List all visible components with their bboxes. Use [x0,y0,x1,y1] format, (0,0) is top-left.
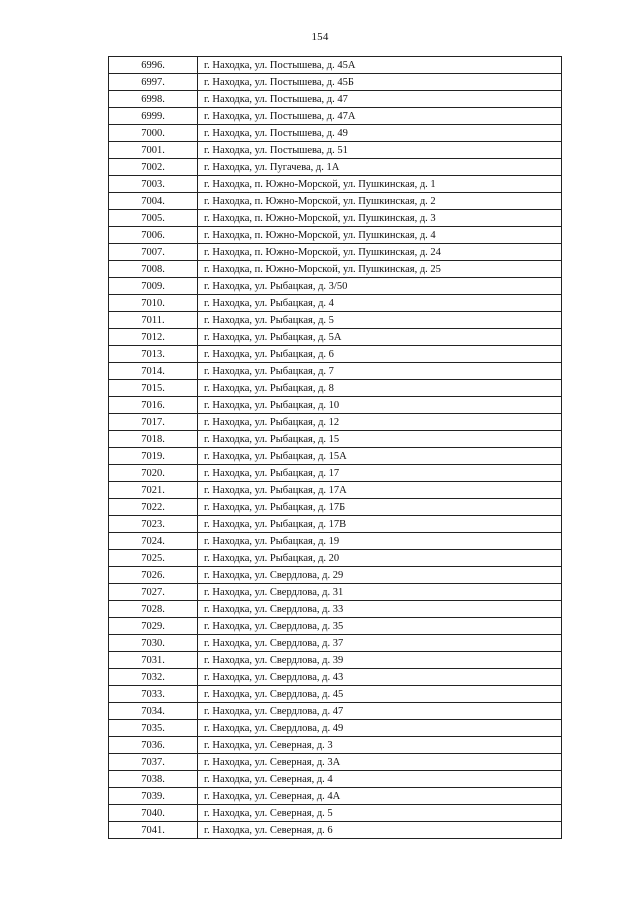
row-address: г. Находка, ул. Рыбацкая, д. 17А [198,482,562,499]
row-address: г. Находка, ул. Рыбацкая, д. 6 [198,346,562,363]
row-number: 6996. [109,57,198,74]
row-number: 7002. [109,159,198,176]
row-address: г. Находка, ул. Рыбацкая, д. 4 [198,295,562,312]
table-row [109,635,562,652]
row-address: г. Находка, п. Южно-Морской, ул. Пушкинская, д. 2 [198,193,562,210]
row-address: г. Находка, ул. Рыбацкая, д. 17В [198,516,562,533]
row-number: 7015. [109,380,198,397]
row-number: 7036. [109,737,198,754]
row-number: 7005. [109,210,198,227]
table-row [109,57,562,74]
table-row [109,703,562,720]
row-number: 7018. [109,431,198,448]
row-address: г. Находка, ул. Постышева, д. 49 [198,125,562,142]
row-address: г. Находка, ул. Свердлова, д. 47 [198,703,562,720]
table-row [109,652,562,669]
row-address: г. Находка, ул. Северная, д. 4А [198,788,562,805]
table-row [109,805,562,822]
row-address: г. Находка, ул. Свердлова, д. 39 [198,652,562,669]
table-row [109,227,562,244]
row-address: г. Находка, ул. Постышева, д. 45Б [198,74,562,91]
row-address: г. Находка, ул. Рыбацкая, д. 10 [198,397,562,414]
address-table [108,56,562,839]
row-address: г. Находка, ул. Рыбацкая, д. 8 [198,380,562,397]
row-number: 7035. [109,720,198,737]
table-row [109,601,562,618]
row-number: 7004. [109,193,198,210]
row-address: г. Находка, ул. Свердлова, д. 37 [198,635,562,652]
table-row [109,380,562,397]
row-number: 7031. [109,652,198,669]
table-row [109,669,562,686]
table-row [109,159,562,176]
table-row [109,176,562,193]
row-address: г. Находка, п. Южно-Морской, ул. Пушкинская, д. 4 [198,227,562,244]
row-number: 7030. [109,635,198,652]
row-number: 7027. [109,584,198,601]
row-address: г. Находка, ул. Рыбацкая, д. 17Б [198,499,562,516]
address-table-body [109,57,562,839]
table-row [109,771,562,788]
row-address: г. Находка, п. Южно-Морской, ул. Пушкинская, д. 24 [198,244,562,261]
table-row [109,346,562,363]
row-address: г. Находка, ул. Рыбацкая, д. 17 [198,465,562,482]
table-row [109,448,562,465]
row-address: г. Находка, ул. Северная, д. 5 [198,805,562,822]
row-number: 7037. [109,754,198,771]
row-number: 7041. [109,822,198,839]
row-number: 7006. [109,227,198,244]
table-row [109,278,562,295]
row-number: 6997. [109,74,198,91]
row-address: г. Находка, ул. Рыбацкая, д. 12 [198,414,562,431]
table-row [109,312,562,329]
row-address: г. Находка, ул. Свердлова, д. 29 [198,567,562,584]
row-number: 7009. [109,278,198,295]
table-row [109,822,562,839]
row-address: г. Находка, ул. Рыбацкая, д. 15 [198,431,562,448]
table-row [109,584,562,601]
table-row [109,329,562,346]
row-number: 7023. [109,516,198,533]
row-address: г. Находка, ул. Свердлова, д. 35 [198,618,562,635]
row-number: 7026. [109,567,198,584]
row-number: 7038. [109,771,198,788]
row-address: г. Находка, п. Южно-Морской, ул. Пушкинская, д. 25 [198,261,562,278]
row-number: 7025. [109,550,198,567]
table-row [109,244,562,261]
row-address: г. Находка, ул. Рыбацкая, д. 3/50 [198,278,562,295]
address-table-container [108,56,562,839]
table-row [109,261,562,278]
table-row [109,567,562,584]
row-address: г. Находка, ул. Свердлова, д. 49 [198,720,562,737]
row-number: 7014. [109,363,198,380]
table-row [109,91,562,108]
row-address: г. Находка, п. Южно-Морской, ул. Пушкинская, д. 1 [198,176,562,193]
table-row [109,193,562,210]
table-row [109,788,562,805]
row-address: г. Находка, ул. Рыбацкая, д. 5А [198,329,562,346]
table-row [109,431,562,448]
row-number: 7022. [109,499,198,516]
table-row [109,499,562,516]
table-row [109,618,562,635]
row-number: 7017. [109,414,198,431]
row-address: г. Находка, ул. Северная, д. 4 [198,771,562,788]
row-number: 7040. [109,805,198,822]
table-row [109,295,562,312]
table-row [109,363,562,380]
row-address: г. Находка, ул. Постышева, д. 45А [198,57,562,74]
table-row [109,737,562,754]
table-row [109,125,562,142]
row-address: г. Находка, ул. Постышева, д. 47А [198,108,562,125]
table-row [109,210,562,227]
row-address: г. Находка, ул. Постышева, д. 47 [198,91,562,108]
row-number: 7010. [109,295,198,312]
row-number: 7007. [109,244,198,261]
row-address: г. Находка, ул. Северная, д. 6 [198,822,562,839]
row-number: 7032. [109,669,198,686]
row-number: 7021. [109,482,198,499]
row-address: г. Находка, ул. Свердлова, д. 33 [198,601,562,618]
row-number: 7039. [109,788,198,805]
row-address: г. Находка, ул. Рыбацкая, д. 15А [198,448,562,465]
table-row [109,74,562,91]
row-number: 7029. [109,618,198,635]
row-number: 7033. [109,686,198,703]
row-address: г. Находка, ул. Рыбацкая, д. 20 [198,550,562,567]
table-row [109,397,562,414]
row-number: 7019. [109,448,198,465]
row-number: 7001. [109,142,198,159]
table-row [109,482,562,499]
table-row [109,516,562,533]
row-number: 7012. [109,329,198,346]
row-number: 7011. [109,312,198,329]
row-address: г. Находка, ул. Рыбацкая, д. 5 [198,312,562,329]
row-address: г. Находка, ул. Северная, д. 3А [198,754,562,771]
table-row [109,414,562,431]
row-address: г. Находка, ул. Северная, д. 3 [198,737,562,754]
row-address: г. Находка, ул. Свердлова, д. 43 [198,669,562,686]
row-number: 7024. [109,533,198,550]
table-row [109,550,562,567]
table-row [109,533,562,550]
row-number: 7000. [109,125,198,142]
row-number: 7028. [109,601,198,618]
table-row [109,465,562,482]
row-address: г. Находка, ул. Рыбацкая, д. 19 [198,533,562,550]
page-number: 154 [311,31,329,43]
row-number: 6998. [109,91,198,108]
row-number: 7020. [109,465,198,482]
table-row [109,108,562,125]
row-address: г. Находка, ул. Свердлова, д. 31 [198,584,562,601]
row-number: 7016. [109,397,198,414]
row-number: 7034. [109,703,198,720]
row-address: г. Находка, ул. Свердлова, д. 45 [198,686,562,703]
table-row [109,686,562,703]
row-address: г. Находка, п. Южно-Морской, ул. Пушкинская, д. 3 [198,210,562,227]
table-row [109,754,562,771]
table-row [109,142,562,159]
row-number: 7008. [109,261,198,278]
row-number: 7003. [109,176,198,193]
table-row [109,720,562,737]
row-address: г. Находка, ул. Постышева, д. 51 [198,142,562,159]
row-number: 6999. [109,108,198,125]
row-address: г. Находка, ул. Рыбацкая, д. 7 [198,363,562,380]
row-address: г. Находка, ул. Пугачева, д. 1А [198,159,562,176]
row-number: 7013. [109,346,198,363]
